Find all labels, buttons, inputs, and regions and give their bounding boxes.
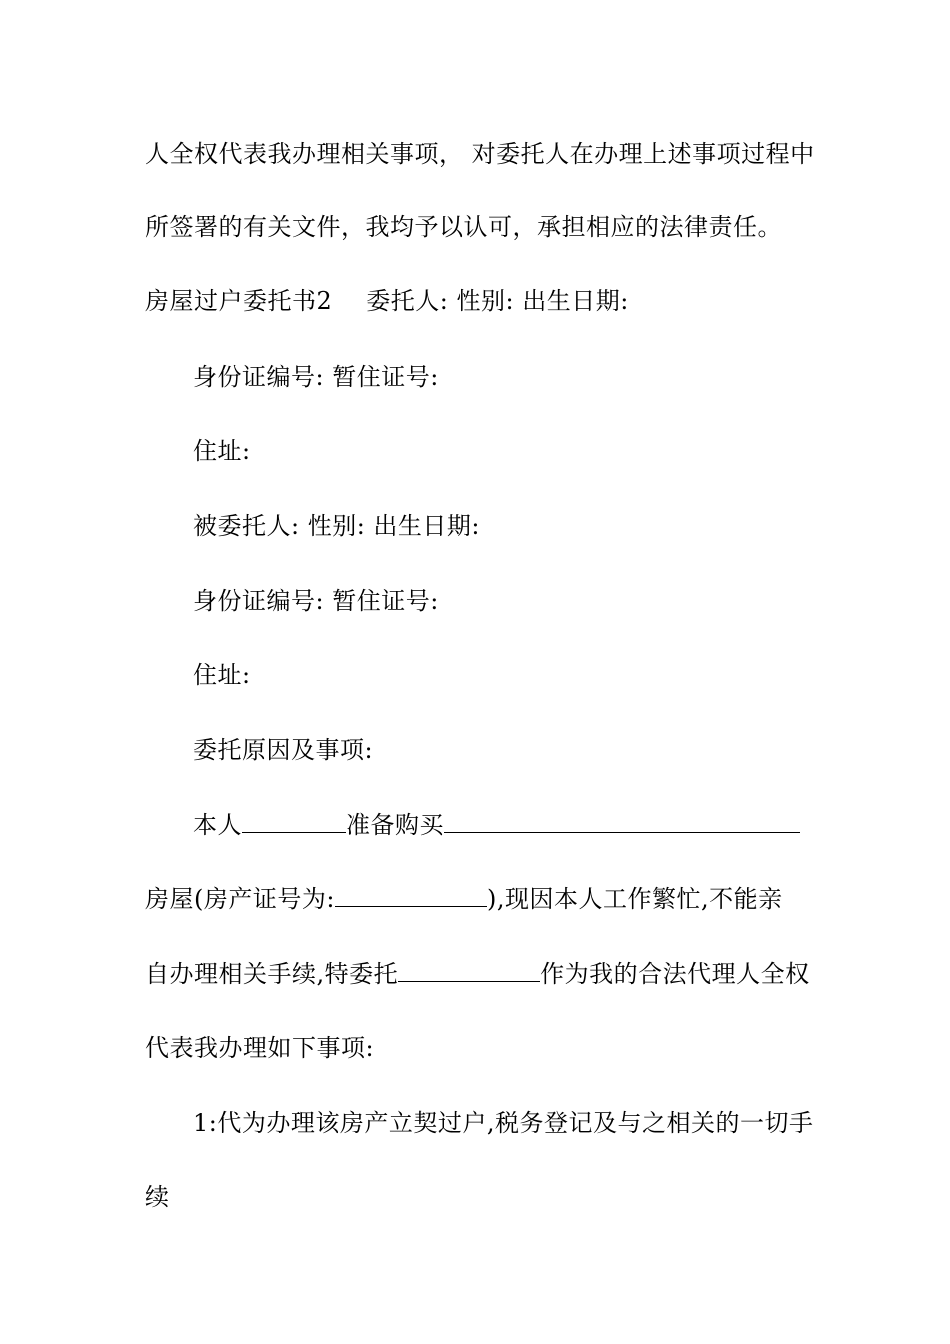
text-line-15: 续 <box>145 1183 170 1211</box>
agent-name-blank <box>398 959 540 982</box>
text-line-7: 身份证编号: 暂住证号: <box>193 587 439 615</box>
text-line-13: 代表我办理如下事项: <box>145 1034 375 1062</box>
certificate-number-blank <box>335 884 487 907</box>
text-line-5: 住址: <box>193 437 251 465</box>
text-fragment: 准备购买 <box>346 811 444 839</box>
text-fragment: ),现因本人工作繁忙,不能亲 <box>486 885 783 913</box>
text-line-3 <box>145 285 810 317</box>
text-line-2: 所签署的有关文件，我均予以认可，承担相应的法律责任。 <box>145 213 782 241</box>
document-section-title: 房屋过户委托书2 <box>145 287 333 315</box>
text-line-11 <box>145 883 810 915</box>
text-line-6: 被委托人: 性别: 出生日期: <box>193 512 481 540</box>
name-blank <box>242 810 346 833</box>
text-line-8: 住址: <box>193 661 251 689</box>
text-line-1: 人全权代表我办理相关事项， 对委托人在办理上述事项过程中 <box>145 140 815 168</box>
text-line-10 <box>193 809 810 841</box>
text-line-12 <box>145 958 810 990</box>
text-line-14: 1:代为办理该房产立契过户,税务登记及与之相关的一切手 <box>193 1109 814 1137</box>
text-line-4: 身份证编号: 暂住证号: <box>193 363 439 391</box>
text-fragment: 自办理相关手续,特委托 <box>145 960 399 988</box>
text-fragment: 房屋(房产证号为: <box>145 885 335 913</box>
property-blank <box>444 810 800 833</box>
text-fragment: 作为我的合法代理人全权 <box>540 960 810 988</box>
principal-fields-label: 委托人: 性别: 出生日期: <box>366 287 629 315</box>
text-fragment: 本人 <box>193 811 242 839</box>
text-line-9: 委托原因及事项: <box>193 736 374 764</box>
